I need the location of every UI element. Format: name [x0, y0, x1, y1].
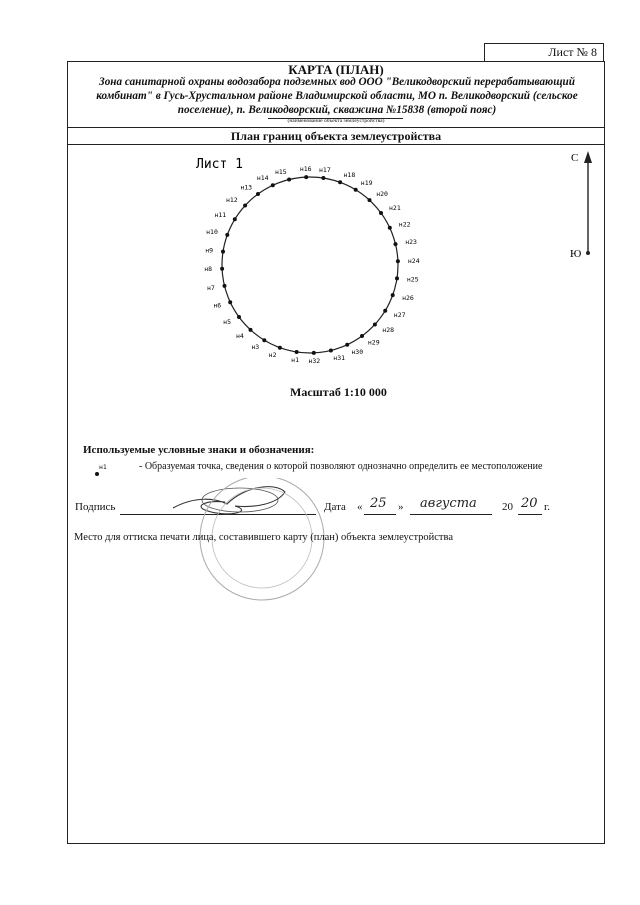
document-title: КАРТА (ПЛАН): [288, 62, 384, 77]
boundary-point-icon: [321, 176, 325, 180]
day-line: [364, 514, 396, 515]
boundary-ring: [204, 165, 419, 365]
boundary-point-icon: [373, 323, 377, 327]
legend-symbol: н1: [99, 463, 107, 471]
boundary-point-icon: [256, 192, 260, 196]
point-marker-icon: [95, 472, 99, 476]
boundary-point-label: н11: [214, 211, 227, 220]
boundary-point-label: н6: [213, 301, 222, 310]
date-month: августа: [420, 496, 477, 511]
map-sheet-label: Лист 1: [196, 157, 243, 172]
boundary-point-label: н2: [268, 351, 277, 360]
boundary-point-icon: [287, 178, 291, 182]
date-label: Дата: [324, 501, 346, 513]
boundary-point-label: н24: [407, 256, 420, 265]
boundary-point-icon: [345, 343, 349, 347]
boundary-point-icon: [225, 233, 229, 237]
boundary-point-label: н1: [291, 355, 300, 364]
boundary-point-label: н4: [235, 331, 244, 340]
boundary-point-label: н13: [240, 183, 253, 192]
boundary-point-icon: [388, 226, 392, 230]
boundary-point-label: н29: [367, 338, 380, 347]
boundary-point-label: н5: [223, 317, 231, 326]
boundary-point-label: н27: [393, 310, 406, 319]
legend-description: - Образуемая точка, сведения о которой позволяют однозначно определить ее местоположение: [139, 461, 543, 472]
boundary-point-label: н21: [389, 204, 401, 213]
boundary-point-icon: [329, 349, 333, 353]
boundary-point-label: н15: [274, 167, 287, 176]
month-line: [410, 514, 492, 515]
boundary-point-icon: [368, 198, 372, 202]
boundary-point-icon: [395, 276, 399, 280]
boundary-line: [222, 177, 398, 353]
boundary-point-icon: [396, 259, 400, 263]
object-caption: (наименование объекта землеустройства): [287, 118, 385, 124]
stamp-text: Место для оттиска печати лица, составившего карту (план) объекта землеустройства: [74, 532, 454, 543]
boundary-point-icon: [338, 180, 342, 184]
boundary-point-label: н28: [382, 325, 395, 334]
boundary-point-icon: [223, 284, 227, 288]
boundary-point-label: н30: [351, 348, 364, 356]
boundary-point-icon: [379, 211, 383, 215]
year-end: г.: [544, 501, 551, 513]
boundary-point-icon: [312, 351, 316, 355]
boundary-point-icon: [243, 204, 247, 208]
boundary-point-label: н25: [406, 275, 419, 284]
legend-title: Используемые условные знаки и обозначения:: [83, 444, 315, 456]
boundary-point-icon: [383, 309, 387, 313]
boundary-point-label: н20: [376, 190, 388, 199]
boundary-point-icon: [295, 350, 299, 354]
plan-title: План границ объекта землеустройства: [230, 129, 442, 143]
sheet-number: Лист № 8: [484, 43, 604, 61]
scale-label: Масштаб 1:10 000: [290, 385, 387, 399]
year-prefix: 20: [502, 501, 513, 513]
signature-label: Подпись: [75, 501, 116, 513]
boundary-point-icon: [271, 183, 275, 187]
boundary-point-icon: [304, 175, 308, 179]
boundary-point-label: н12: [225, 196, 238, 205]
boundary-point-icon: [228, 300, 232, 304]
arrow-head-icon: [584, 151, 592, 163]
year-line: [518, 514, 542, 515]
boundary-point-icon: [233, 217, 237, 221]
date-open-quote: «: [357, 501, 363, 513]
boundary-point-label: н8: [204, 265, 213, 274]
boundary-point-label: н26: [402, 293, 414, 302]
boundary-point-label: н32: [308, 356, 321, 365]
stamp-circle-icon: [195, 478, 345, 608]
boundary-point-icon: [394, 242, 398, 246]
boundary-point-icon: [278, 346, 282, 350]
date-day: 25: [370, 496, 387, 511]
boundary-point-icon: [237, 315, 241, 319]
date-close-quote: »: [398, 501, 404, 513]
boundary-point-icon: [249, 328, 253, 332]
north-label: С: [571, 152, 579, 164]
object-name: Зона санитарной охраны водозабора подземных вод ООО "Великодворский перерабатывающий комбинат" в Гусь-Хрустальном районе Владимирской области, МО п. Великодворский (сельское поселение), п. Великодворский, скважина №15838 (второй пояс): [96, 76, 578, 116]
boundary-point-label: н18: [343, 170, 356, 179]
boundary-point-icon: [262, 338, 266, 342]
boundary-point-label: н22: [398, 220, 411, 229]
year-suffix: 20: [521, 496, 538, 511]
boundary-point-icon: [360, 334, 364, 338]
north-arrow: [570, 151, 592, 260]
boundary-point-label: н17: [319, 166, 331, 175]
boundary-point-label: н23: [405, 238, 417, 247]
boundary-point-icon: [221, 250, 225, 254]
boundary-point-label: н10: [206, 228, 218, 237]
south-label: Ю: [570, 248, 582, 260]
boundary-point-label: н9: [205, 246, 214, 255]
boundary-point-icon: [220, 267, 224, 271]
boundary-point-label: н19: [360, 178, 373, 187]
boundary-point-label: н31: [333, 354, 346, 363]
boundary-point-icon: [354, 188, 358, 192]
boundary-point-label: н3: [251, 343, 260, 352]
boundary-point-label: н16: [299, 165, 312, 174]
boundary-point-label: н7: [206, 283, 215, 292]
boundary-point-icon: [391, 293, 395, 297]
boundary-point-label: н14: [256, 174, 269, 182]
